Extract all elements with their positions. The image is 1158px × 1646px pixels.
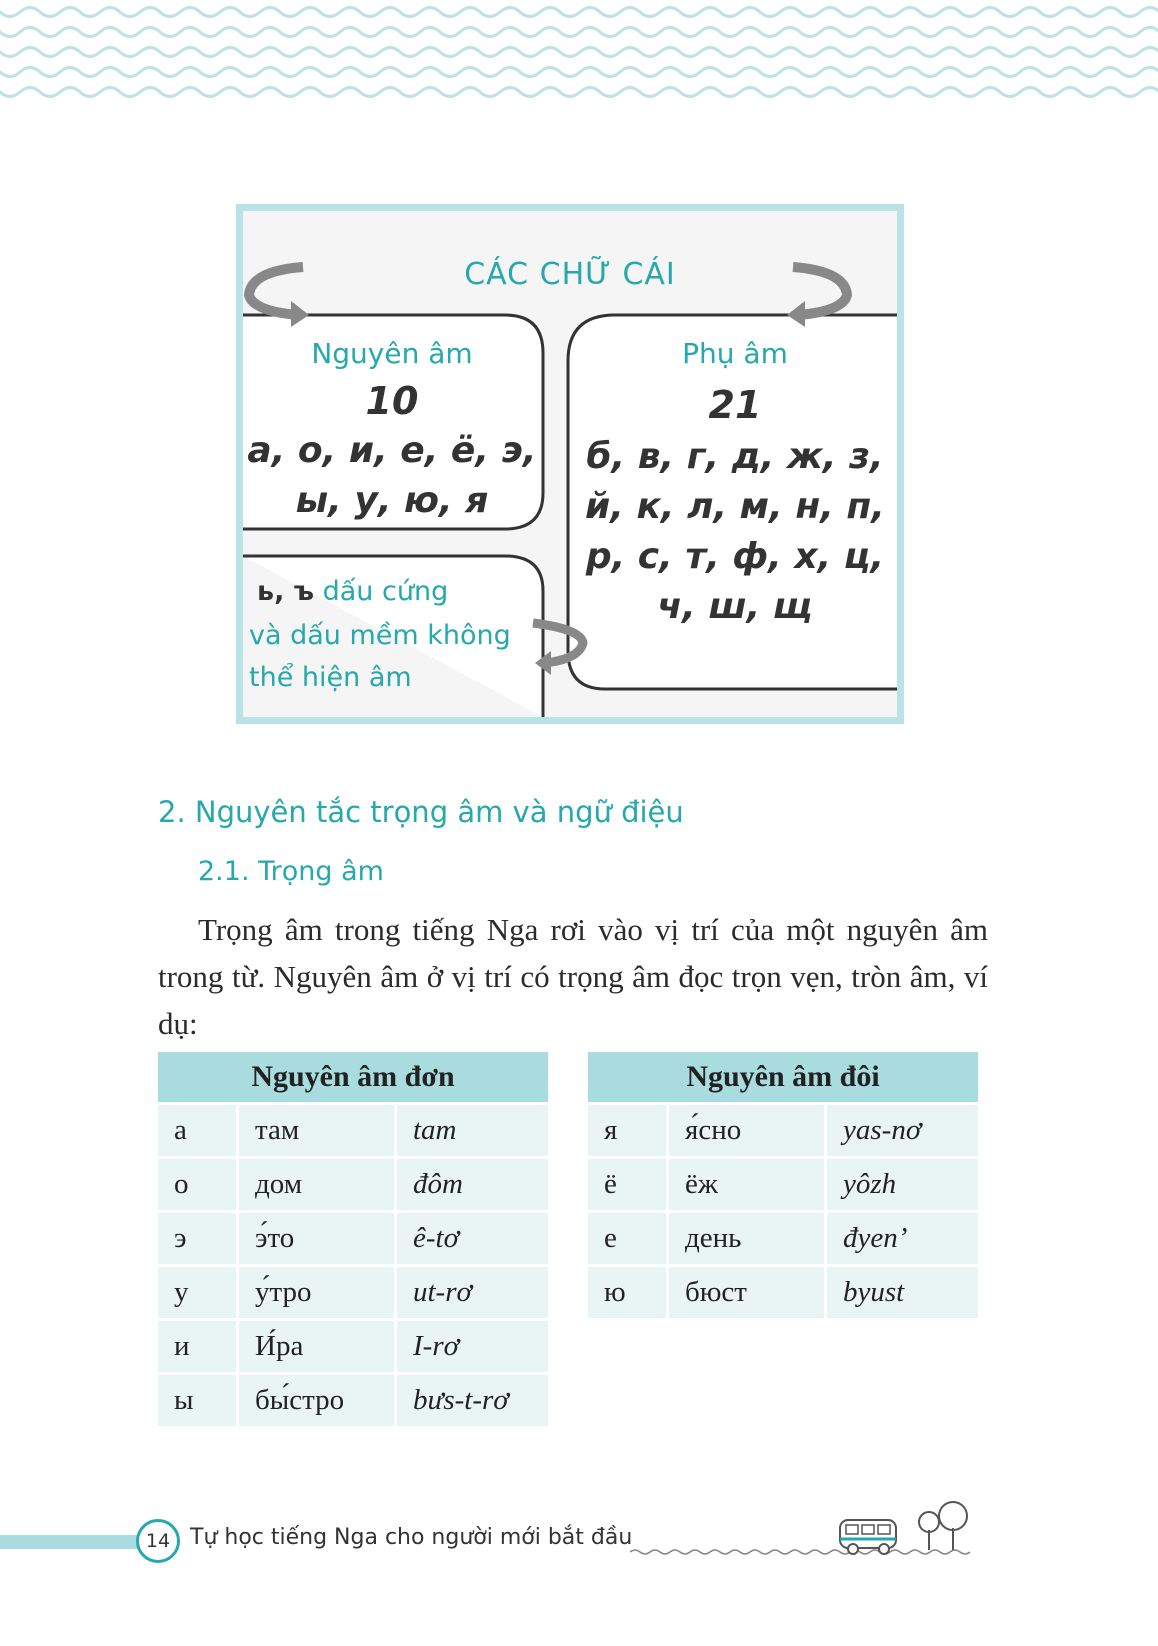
alphabet-diagram	[236, 204, 904, 724]
signs-letters: ь, ъ	[257, 576, 315, 607]
double-vowels-body	[588, 1102, 978, 1318]
consonants-letters-line-1: б, в, г, д, ж, з,	[586, 436, 884, 477]
footer-accent-bar	[0, 1535, 140, 1549]
single-vowel-transcription: tam	[394, 1102, 548, 1156]
single-vowel-row	[158, 1102, 548, 1156]
double-vowel-word: ёж	[666, 1156, 824, 1210]
single-vowel-row	[158, 1264, 548, 1318]
single-vowels-header: Nguyên âm đơn	[158, 1052, 548, 1102]
double-vowel-letter: е	[588, 1210, 666, 1264]
body-paragraph: Trọng âm trong tiếng Nga rơi vào vị trí của một nguyên âm trong từ. Nguyên âm ở vị trí có trọng âm đọc trọn vẹn, tròn âm, ví dụ:	[158, 912, 988, 1041]
single-vowel-word: дом	[236, 1156, 394, 1210]
single-vowel-transcription: ê-tơ	[394, 1210, 548, 1264]
single-vowels-body	[158, 1102, 548, 1426]
footer-decoration	[630, 1500, 980, 1570]
double-vowel-letter: ю	[588, 1264, 666, 1318]
subsection-heading: 2.1. Trọng âm	[198, 856, 384, 887]
wave-pattern-decoration	[0, 0, 1158, 110]
double-vowel-transcription: yas-nơ	[824, 1102, 978, 1156]
double-vowel-row	[588, 1102, 978, 1156]
single-vowel-letter: и	[158, 1318, 236, 1372]
single-vowel-row	[158, 1372, 548, 1426]
single-vowel-transcription: I-rơ	[394, 1318, 548, 1372]
vowels-heading: Nguyên âm	[311, 337, 473, 370]
single-vowel-word: И́ра	[236, 1318, 394, 1372]
consonants-letters-line-4: ч, ш, щ	[657, 586, 813, 627]
single-vowel-letter: о	[158, 1156, 236, 1210]
consonants-count: 21	[708, 383, 762, 427]
single-vowel-row	[158, 1210, 548, 1264]
double-vowel-transcription: byust	[824, 1264, 978, 1318]
consonants-heading: Phụ âm	[682, 337, 788, 370]
signs-note-line-3: thể hiện âm	[249, 662, 412, 693]
single-vowel-letter: ы	[158, 1372, 236, 1426]
double-vowel-row	[588, 1210, 978, 1264]
single-vowel-letter: у	[158, 1264, 236, 1318]
single-vowel-word: у́тро	[236, 1264, 394, 1318]
wave-line	[0, 88, 1158, 97]
double-vowel-transcription: đyen’	[824, 1210, 978, 1264]
double-vowel-letter: я	[588, 1102, 666, 1156]
signs-label: dấu cứng	[322, 576, 449, 607]
double-vowel-word: бюст	[666, 1264, 824, 1318]
single-vowel-letter: э	[158, 1210, 236, 1264]
single-vowel-letter: а	[158, 1102, 236, 1156]
consonants-letters-line-2: й, к, л, м, н, п,	[585, 486, 885, 527]
double-vowel-row	[588, 1264, 978, 1318]
double-vowel-word: день	[666, 1210, 824, 1264]
single-vowel-row	[158, 1318, 548, 1372]
double-vowel-transcription: yôzh	[824, 1156, 978, 1210]
double-vowel-word: я́сно	[666, 1102, 824, 1156]
consonants-letters-line-3: р, с, т, ф, х, ц,	[585, 536, 885, 577]
single-vowel-row	[158, 1156, 548, 1210]
single-vowel-word: э́то	[236, 1210, 394, 1264]
wave-line	[0, 48, 1158, 57]
wave-line	[0, 28, 1158, 37]
signs-note-line-2: và dấu mềm không	[249, 620, 511, 651]
double-vowels-header: Nguyên âm đôi	[588, 1052, 978, 1102]
van-icon	[840, 1520, 896, 1554]
footer-book-title: Tự học tiếng Nga cho người mới bắt đầu	[190, 1525, 633, 1550]
single-vowels-table	[158, 1052, 548, 1426]
trees-icon	[919, 1502, 967, 1550]
wave-line	[0, 8, 1158, 17]
vowels-letters-line-1: а, о, и, е, ё, э,	[247, 430, 537, 471]
double-vowel-letter: ё	[588, 1156, 666, 1210]
vowels-letters-line-2: ы, у, ю, я	[295, 480, 489, 521]
double-vowel-row	[588, 1156, 978, 1210]
single-vowel-transcription: ut-rơ	[394, 1264, 548, 1318]
signs-note-line-1	[257, 571, 448, 613]
single-vowel-transcription: bưs-t-rơ	[394, 1372, 548, 1426]
diagram-title: CÁC CHỮ CÁI	[464, 257, 676, 292]
wave-line	[0, 68, 1158, 77]
double-vowels-table	[588, 1052, 978, 1318]
section-heading: 2. Nguyên tắc trọng âm và ngữ điệu	[158, 795, 684, 829]
single-vowel-word: там	[236, 1102, 394, 1156]
squiggle-line	[630, 1550, 970, 1554]
page-number: 14	[136, 1519, 180, 1563]
vowels-count: 10	[365, 379, 419, 423]
single-vowel-transcription: đôm	[394, 1156, 548, 1210]
single-vowel-word: бы́стро	[236, 1372, 394, 1426]
